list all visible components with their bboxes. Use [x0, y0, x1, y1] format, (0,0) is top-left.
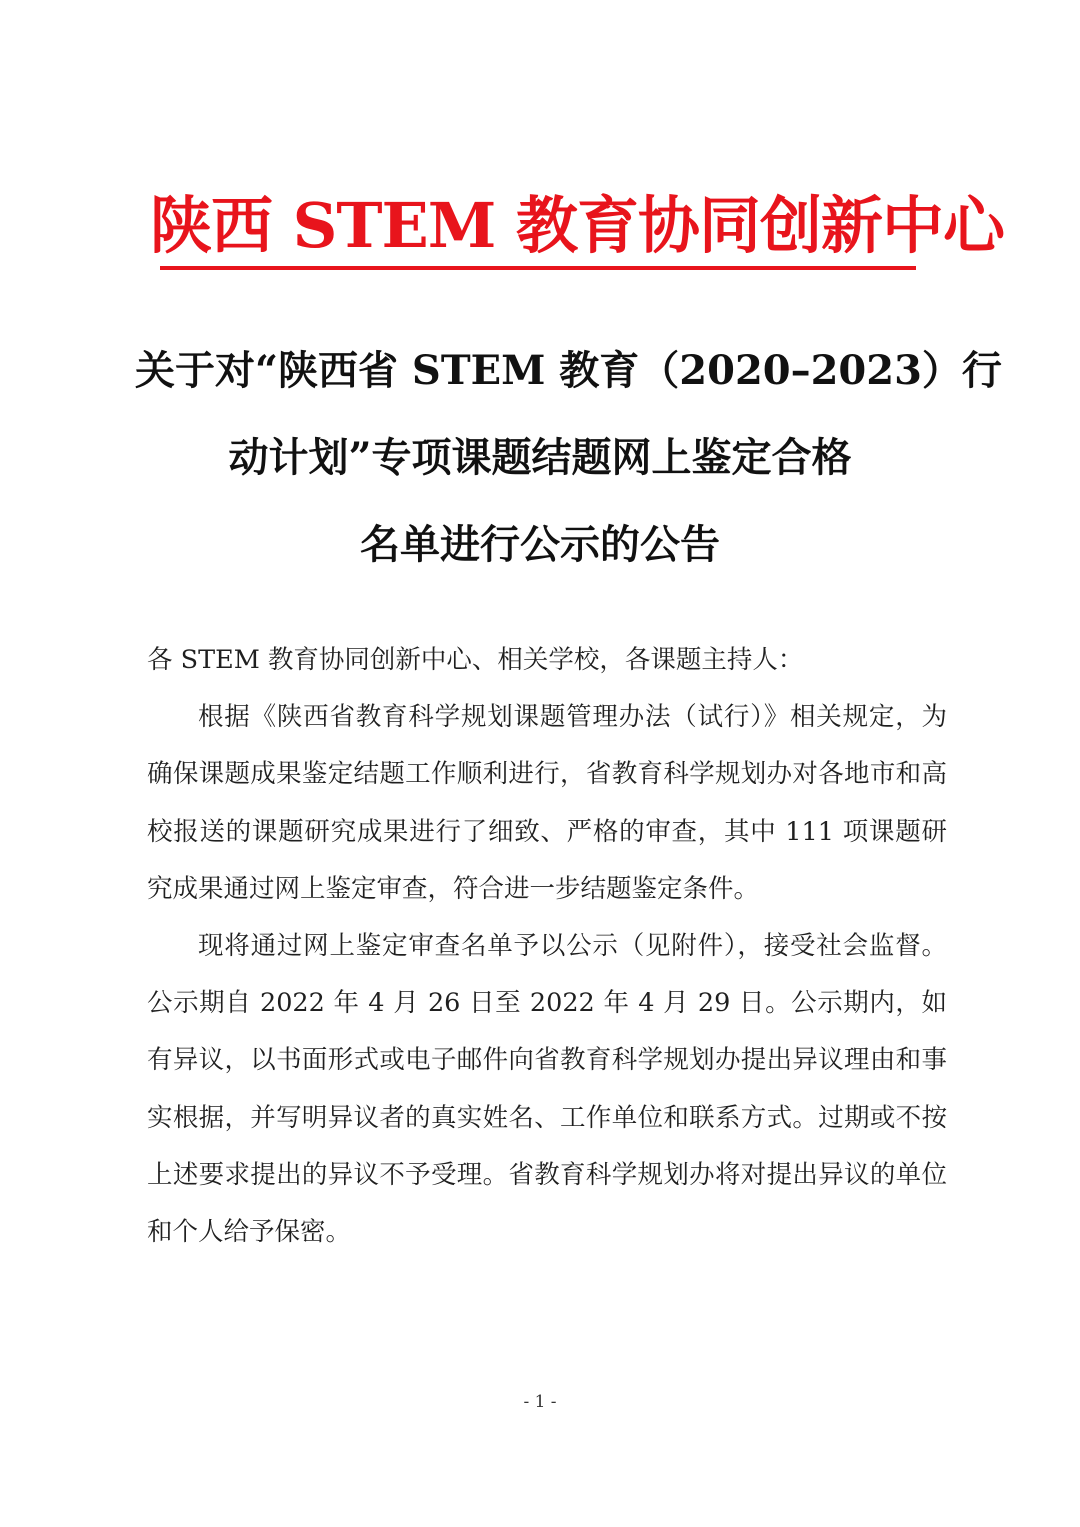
- document-title-line-1: 关于对“陕西省 STEM 教育（2020–2023）行: [135, 347, 1002, 394]
- page-number: - 1 -: [523, 1392, 557, 1412]
- document-title-line-2: 动计划”专项课题结题网上鉴定合格: [228, 434, 852, 481]
- body-paragraph-1: 根据《陕西省教育科学规划课题管理办法（试行）》相关规定，为确保课题成果鉴定结题工作顺利进行，省教育科学规划办对各地市和高校报送的课题研究成果进行了细致、严格的审查，其中 111 项课题研究成果通过网上鉴定审查，符合进一步结题鉴定条件。: [147, 702, 947, 904]
- document-title-line-3: 名单进行公示的公告: [360, 521, 720, 568]
- letterhead-red-rule: [160, 266, 916, 270]
- salutation: 各 STEM 教育协同创新中心、相关学校，各课题主持人：: [147, 645, 804, 675]
- document-title: [135, 327, 1002, 588]
- body-paragraph-2: 现将通过网上鉴定审查名单予以公示（见附件），接受社会监督。公示期自 2022 年 4 月 26 日至 2022 年 4 月 29 日。公示期内，如有异议，以书面形式或电子邮件向省教育科学规划办提出异议理由和事实根据，并写明异议者的真实姓名、工作单位和联系方式。过期或不按上述要求提出的异议不予受理。省教育科学规划办将对提出异议的单位和个人给予保密。: [147, 931, 947, 1248]
- document-body: [147, 632, 947, 1261]
- letterhead-title: 陕西 STEM 教育协同创新中心: [150, 189, 1004, 262]
